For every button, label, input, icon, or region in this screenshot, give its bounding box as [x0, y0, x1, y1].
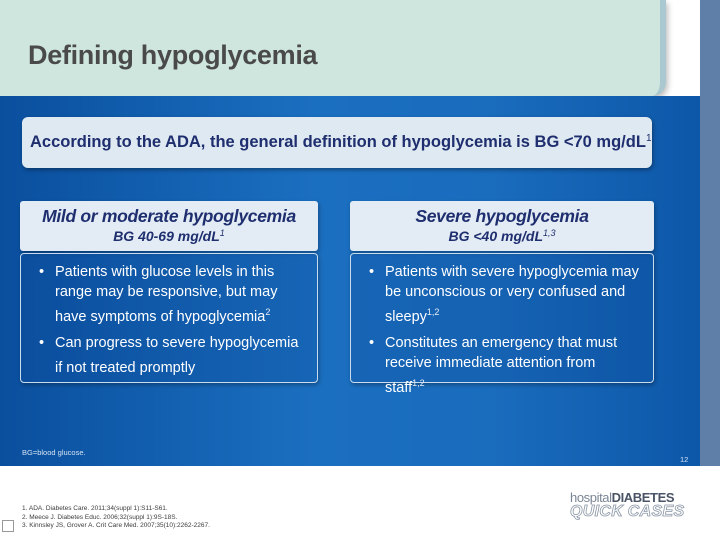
- list-item: [37, 333, 303, 378]
- severe-bullet-list: [367, 262, 639, 404]
- bullet-text: Can progress to severe hypoglycemia if not treated promptly: [55, 335, 299, 376]
- bullet-icon: •: [39, 335, 45, 351]
- mild-box-subheading-ref: 1: [219, 228, 225, 238]
- definition-ref: 1: [645, 133, 652, 144]
- reference-item: 2. Meece J. Diabetes Educ. 2006;32(suppl 1):9S-18S.: [22, 513, 178, 521]
- bullet-icon: •: [369, 335, 375, 351]
- definition-bar: [22, 117, 652, 168]
- list-item: [37, 262, 303, 327]
- logo-tagline: QUICK CASES: [570, 503, 685, 520]
- logo-brand: DIABETES: [611, 490, 675, 505]
- hospital-diabetes-logo: [570, 490, 685, 526]
- bullet-ref: 2: [265, 307, 271, 317]
- reference-item: 3. Kinnsley JS, Grover A. Crit Care Med. 2007;35(10):2262-2267.: [22, 522, 210, 529]
- title-band: [0, 0, 666, 96]
- bullet-text: Patients with severe hypoglycemia may be unconscious or very confused and sleepy: [385, 264, 639, 325]
- severe-box-header: [350, 201, 654, 251]
- right-edge-strip: [700, 0, 720, 466]
- logo-prefix: hospital: [570, 490, 612, 505]
- mild-bullet-list: [37, 262, 303, 384]
- page-number: 12: [680, 455, 689, 464]
- definition-text: According to the ADA, the general definition of hypoglycemia is BG <70 mg/dL: [30, 133, 646, 151]
- list-item: [367, 333, 639, 398]
- severe-box-subheading-ref: 1,3: [543, 228, 556, 238]
- footnote: BG=blood glucose.: [22, 448, 86, 457]
- bullet-ref: 1,2: [412, 378, 425, 388]
- bullet-icon: •: [39, 264, 45, 280]
- list-item: [367, 262, 639, 327]
- severe-box-heading: Severe hypoglycemia: [415, 206, 589, 226]
- bullet-ref: 1,2: [426, 307, 440, 317]
- mild-box-body: [20, 253, 318, 383]
- slide-corner-icon: [2, 520, 14, 532]
- bullet-text: Constitutes an emergency that must receive immediate attention from staff: [385, 335, 618, 396]
- severe-box-body: [350, 253, 654, 396]
- reference-item: 1. ADA. Diabetes Care. 2011;34(suppl 1):S11-S61.: [22, 505, 168, 512]
- slide-title: Defining hypoglycemia: [28, 40, 318, 70]
- mild-box-subheading: BG 40-69 mg/dL: [113, 228, 220, 244]
- bullet-text: Patients with glucose levels in this range may be responsive, but may have symptoms of hypoglycemia: [55, 264, 278, 325]
- mild-box-heading: Mild or moderate hypoglycemia: [42, 206, 296, 226]
- mild-box-header: [20, 201, 318, 251]
- severe-box-subheading: BG <40 mg/dL: [448, 228, 543, 244]
- references: [22, 505, 210, 531]
- bullet-icon: •: [369, 264, 375, 280]
